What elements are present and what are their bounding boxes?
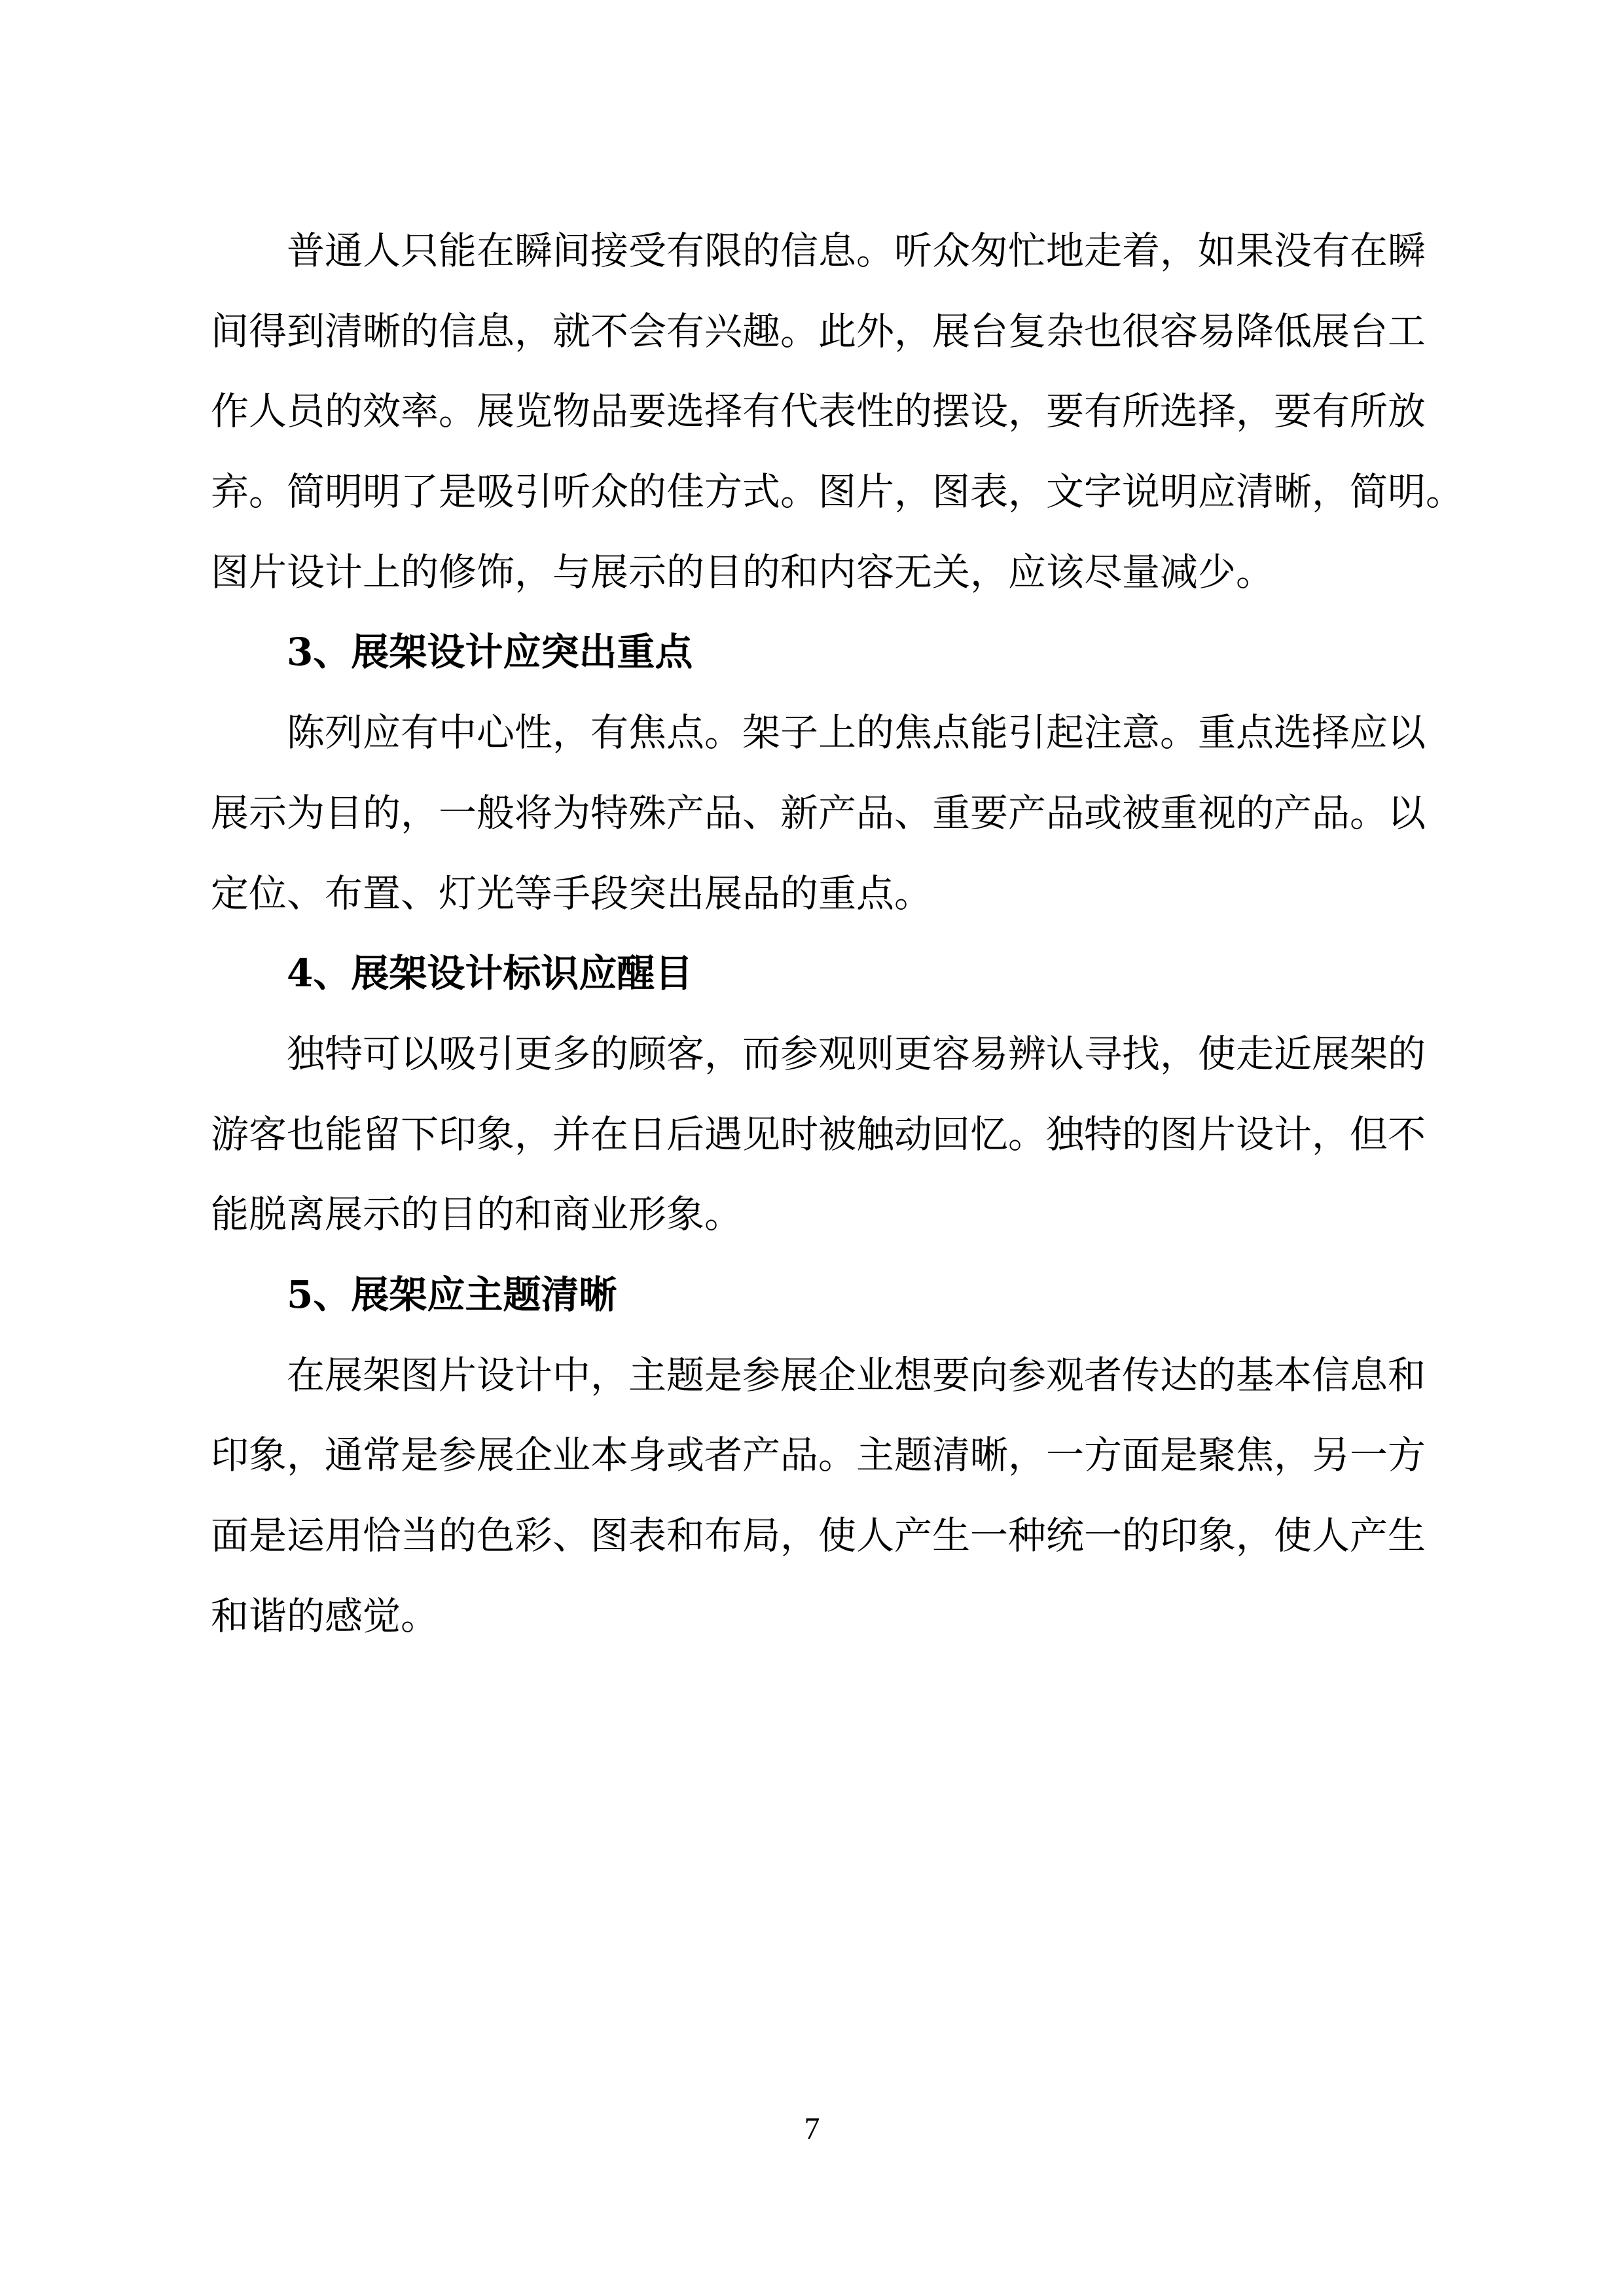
section-heading-4: 4、展架设计标识应醒目	[287, 951, 693, 996]
text-line: 展示为目的，一般将为特殊产品、新产品、重要产品或被重视的产品。以	[211, 790, 1426, 835]
text-line: 陈列应有中心性，有焦点。架子上的焦点能引起注意。重点选择应以	[287, 710, 1426, 755]
text-line: 在展架图片设计中，主题是参展企业想要向参观者传达的基本信息和	[287, 1352, 1426, 1397]
section-heading-5: 5、展架应主题清晰	[287, 1272, 617, 1317]
paragraph-theme	[211, 1335, 1426, 1657]
text-line: 和谐的感觉。	[211, 1593, 439, 1638]
section-heading-3: 3、展架设计应突出重点	[287, 630, 693, 675]
text-line: 作人员的效率。展览物品要选择有代表性的摆设，要有所选择，要有所放	[211, 389, 1426, 434]
document-body	[211, 211, 1464, 1656]
paragraph-signage	[211, 1014, 1426, 1255]
text-line: 间得到清晰的信息，就不会有兴趣。此外，展台复杂也很容易降低展台工	[211, 308, 1426, 353]
text-line: 面是运用恰当的色彩、图表和布局，使人产生一种统一的印象，使人产生	[211, 1513, 1426, 1558]
page-number: 7	[804, 2111, 820, 2146]
text-line: 印象，通常是参展企业本身或者产品。主题清晰，一方面是聚焦，另一方	[211, 1433, 1426, 1478]
text-line: 游客也能留下印象，并在日后遇见时被触动回忆。独特的图片设计，但不	[211, 1111, 1426, 1157]
text-line: 弃。简明明了是吸引听众的佳方式。图片，图表，文字说明应清晰，简明。	[211, 469, 1464, 514]
text-line: 普通人只能在瞬间接受有限的信息。听众匆忙地走着，如果没有在瞬	[287, 228, 1426, 273]
paragraph-focus	[211, 692, 1426, 933]
paragraph-information	[211, 211, 1464, 612]
text-line: 定位、布置、灯光等手段突出展品的重点。	[211, 870, 933, 916]
text-line: 独特可以吸引更多的顾客，而参观则更容易辨认寻找，使走近展架的	[287, 1031, 1426, 1076]
text-line: 图片设计上的修饰，与展示的目的和内容无关，应该尽量减少。	[211, 549, 1274, 594]
text-line: 能脱离展示的目的和商业形象。	[211, 1192, 743, 1237]
